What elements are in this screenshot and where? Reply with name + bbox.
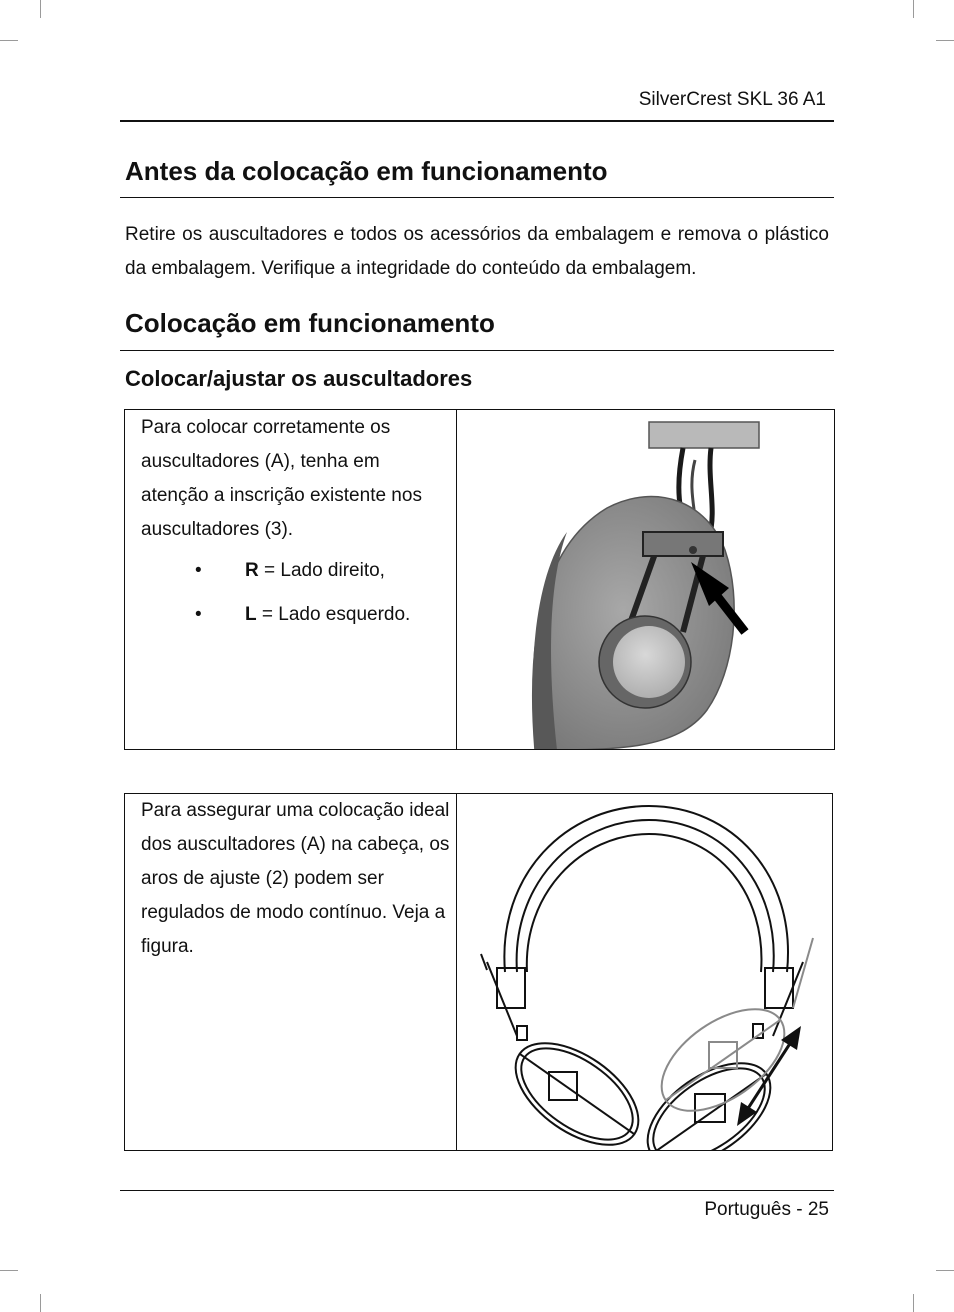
bullet-label: L = Lado esquerdo. — [245, 604, 411, 625]
section-rule — [120, 350, 834, 351]
table-cell-image — [457, 794, 832, 1150]
section-title-before-use: Antes da colocação em funcionamento — [125, 156, 608, 186]
subsection-title: Colocar/ajustar os auscultadores — [125, 366, 473, 391]
header-rule — [120, 120, 834, 122]
page-number: Português - 25 — [704, 1199, 829, 1220]
crop-mark — [913, 0, 914, 18]
running-header: SilverCrest SKL 36 A1 — [638, 89, 826, 110]
adjustment-instruction: Para assegurar uma colocação ideal dos auscultadores (A) na cabeça, os aros de ajuste (2) podem ser regulados de modo contínuo. Veja a figura. — [141, 800, 450, 957]
footer-rule — [120, 1190, 834, 1191]
bullet-dot: • — [195, 604, 202, 625]
instruction-table-adjustment — [124, 793, 833, 1151]
orientation-instruction: Para colocar corretamente os auscultadores (A), tenha em atenção a inscrição existente nos auscultadores (3). — [141, 417, 422, 540]
crop-mark — [40, 1294, 41, 1312]
earcup-photo — [457, 410, 834, 749]
instruction-table-orientation — [124, 409, 835, 750]
crop-mark — [936, 1270, 954, 1271]
crop-mark — [0, 40, 18, 41]
crop-mark — [913, 1294, 914, 1312]
headphones-line-drawing — [457, 794, 832, 1150]
bullet-label: R = Lado direito, — [245, 560, 385, 581]
table-cell-image — [457, 410, 834, 749]
crop-mark — [0, 1270, 18, 1271]
section-rule — [120, 197, 834, 198]
crop-mark — [936, 40, 954, 41]
bullet-dot: • — [195, 560, 202, 581]
section-title-operation: Colocação em funcionamento — [125, 308, 495, 338]
crop-mark — [40, 0, 41, 18]
table-cell-text — [125, 794, 457, 1150]
table-cell-text — [125, 410, 457, 749]
intro-paragraph: Retire os auscultadores e todos os acessórios da embalagem e remova o plástico da embalagem. Verifique a integridade do conteúdo da embalagem. — [125, 224, 829, 279]
